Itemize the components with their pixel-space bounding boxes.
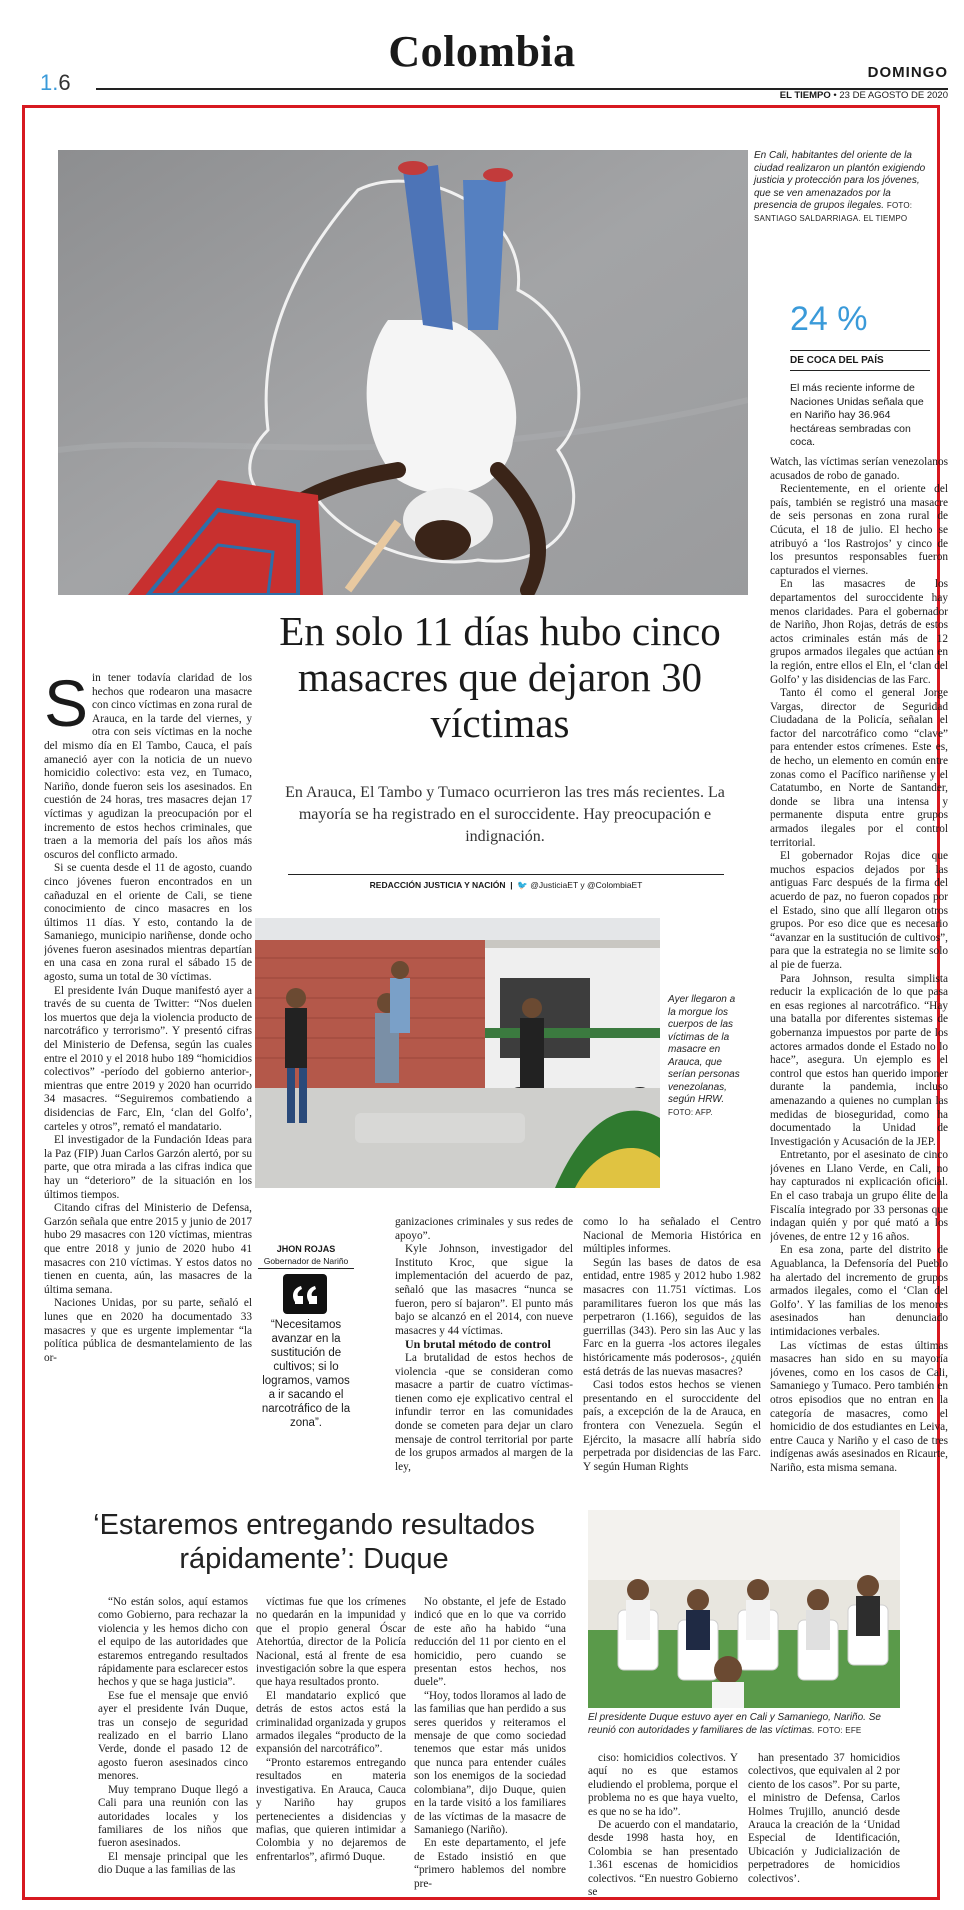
article-paragraph: Las víctimas de estas últimas masacres han sido en su mayoría jóvenes, como en los casos de Cali, Samaniego y Tumaco. Pero también en otros episodios que no entran en la categoría de masacres, como el homicidio de dos estudiantes en Leiva, entre Cauca y Nariño y el caso de tres indígenas awás asesinados en Ricaurte, Nariño, esta misma semana.	[770, 1339, 948, 1474]
main-photo-caption	[754, 150, 929, 225]
article-column-3	[583, 1216, 761, 1481]
article-paragraph: “Pronto estaremos entregando resultados en materia investigativa. En Arauca, Cauca y Nariño hay grupos pertenecientes a disidencias y mafias, que quieren intimidar a Colombia y no dejaremos de enfrentarlos”, afirmó Duque.	[256, 1756, 406, 1863]
main-photo-credit: FOTO: SANTIAGO SALDARRIAGA. EL TIEMPO	[754, 201, 913, 223]
page-number	[40, 70, 71, 96]
page-number-prefix: 1.	[40, 70, 59, 95]
issue-date: • 23 DE AGOSTO DE 2020	[833, 90, 948, 101]
article-column-4	[770, 456, 948, 1486]
article-paragraph: Recientemente, en el oriente del país, también se registró una masacre de seis personas en zona rural de Cúcuta, el 18 de julio. El hecho se atribuyó a ‘los Rastrojos’ y cinco de los presuntos responsables fueron capturados el viernes.	[770, 483, 948, 577]
morgue-photo-credit: FOTO: AFP.	[668, 1107, 713, 1117]
second-article-column-4	[588, 1752, 738, 1898]
meeting-photo-caption-text: El presidente Duque estuvo ayer en Cali y Samaniego, Nariño. Se reunió con autoridades y familiares de las víctimas.	[588, 1712, 881, 1736]
pull-quote-rule	[258, 1268, 354, 1269]
morgue-photo-caption	[668, 994, 743, 1119]
article-paragraph: como lo ha señalado el Centro Nacional de Memoria Histórica en múltiples informes.	[583, 1216, 761, 1256]
article-paragraph: El mandatario explicó que detrás de estos actos está la criminalidad organizada y grupos armados ilegales “producto de la expansión del narcotráfico”.	[256, 1689, 406, 1756]
pull-quote-name: JHON ROJAS	[276, 1244, 336, 1254]
pull-quote-text: “Necesitamos avanzar en la sustitución de cultivos; si lo logramos, vamos a ir sacando el narcotráfico de la zona”.	[261, 1319, 351, 1429]
main-photo-caption-text: En Cali, habitantes del oriente de la ciudad realizaron un plantón exigiendo justicia y protección para los jóvenes, que se ven amenazados por la presencia de grupos ilegales.	[754, 150, 926, 211]
article-paragraph: El presidente Iván Duque manifestó ayer a través de su cuenta de Twitter: “Nos duelen los muertos que deja la violencia producto de narcotráfico y terrorismo”. Y presentó cifras del Ministerio de Defensa, según las cuales entre el 2010 y el 2018 hubo 189 “homicidios colectivos” -período del gobierno anterior-, mientras que entre 2019 y 2020 han ocurrido 34 masacres. “Seguiremos combatiendo a disidencias de Farc, Eln, ‘clan del Golfo’, carteles y otros”, remató el mandatario.	[44, 984, 252, 1133]
article-paragraph: De acuerdo con el mandatario, desde 1998 hasta hoy, en Colombia se han presentado 1.361 escenas de homicidios colectivos. “En nuestro Gobierno se	[588, 1819, 738, 1898]
weekday: DOMINGO	[867, 64, 948, 81]
dateline	[780, 90, 948, 101]
article-paragraph: El investigador de la Fundación Ideas para la Paz (FIP) Juan Carlos Garzón alertó, por su parte, que otra mirada a las cifras indica que hay un “deterioro” de la situación en los últimos tiempos.	[44, 1134, 252, 1201]
article-paragraph: Kyle Johnson, investigador del Instituto Kroc, que sigue la implementación del acuerdo de paz, señaló que las masacres “nunca se fueron, pero sí bajaron”. El punto más bajo se alcanzó en el 2014, con nueve masacres y 44 víctimas.	[395, 1243, 573, 1337]
article-paragraph: han presentado 37 homicidios colectivos, que equivalen al 2 por ciento de los casos”. Por su parte, el ministro de Defensa, Carlos Holmes Trujillo, anunció desde Arauca la creación de la ‘Unidad Especial de Identificación, Ubicación y Judicialización de perpetradores de homicidios colectivos’.	[748, 1752, 900, 1885]
article-paragraph: in tener todavía claridad de los hechos que rodearon una masacre con cinco víctimas en zona rural de Arauca, en la tarde del viernes, y otra con seis víctimas en la noche del mismo día en El Tambo, Cauca, el país amaneció ayer con la noticia de un nuevo homicidio colectivo: esta vez, en Tumaco, Nariño, donde fueron seis los asesinados. En cuestión de 24 horas, tres masacres dejan 17 víctimas y agudizan la preocupación por el incremento de estos hechos criminales, que traen a la memoria del país los años más oscuros del conflicto armado.	[44, 672, 252, 861]
article-paragraph: En esa zona, parte del distrito de Aguablanca, la Defensoría del Pueblo ha alertado del incremento de grupos armados ilegales, como el ‘Clan del Golfo’. Y las familias de los menores asesinados han denunciado intimidaciones verbales.	[770, 1244, 948, 1338]
article-paragraph: El mensaje principal que les dio Duque a las familias de las	[98, 1850, 248, 1877]
second-article-column-5	[748, 1752, 900, 1898]
article-paragraph: Citando cifras del Ministerio de Defensa, Garzón señala que entre 2015 y junio de 2017 hubo 29 masacres con 120 víctimas, mientras que entre 2018 y junio de 2020 hubo 41 masacres con 210 víctimas. Y estos datos no tienen en cuenta, aún, las masacres de la última semana.	[44, 1202, 252, 1296]
page-number-suffix: 6	[58, 70, 71, 95]
article-paragraph: “Hoy, todos lloramos al lado de las familias que han perdido a sus seres queridos y reiteramos el mensaje de que como sociedad tenemos que estar más unidos que nunca para entender cuáles son los enemigos de la sociedad colombiana”, dijo Duque, quien en la tarde visitó a los familiares de las víctimas de la masacre de Samaniego (Nariño).	[414, 1689, 566, 1836]
morgue-photo-caption-text: Ayer llegaron a la morgue los cuerpos de las víctimas de la masacre en Arauca, que serían personas venezolanas, según HRW.	[668, 994, 740, 1105]
article-paragraph: “No están solos, aquí estamos como Gobierno, para rechazar la violencia y les hemos dicho con el equipo de las autoridades que estaremos entregando resultados rápidamente para esclarecer estos hechos y que se haga justicia”.	[98, 1596, 248, 1689]
byline-rule	[288, 874, 724, 875]
article-subtitle: Un brutal método de control	[405, 1337, 551, 1352]
article-paragraph: El gobernador Rojas dice que muchos espacios dejados por las antiguas Farc después de la firma del acuerdo de paz, no fueron copados por el Estado, sino que allí llegaron otros grupos. Por eso dice que es necesario “avanzar en la sustitución de cultivos”, para que la estrategia no se limite solo al pie de fuerza.	[770, 850, 948, 971]
drop-cap: S	[44, 672, 89, 740]
article-paragraph: Entretanto, por el asesinato de cinco jóvenes en Llano Verde, en Cali, no hay capturados ni explicación oficial. En el caso trabaja un grupo élite de la Fiscalía integrado por 33 personas que indagan quién y por qué mató a los jóvenes, de entre 12 y 16 años.	[770, 1149, 948, 1243]
article-paragraph: La brutalidad de estos hechos de violencia -que se consideran como masacre a partir de cuatro víctimas- tienen como eje explicativo central el infundir terror en las comunidades donde se cometen para dejar un claro mensaje de control territorial por parte de los grupos armados al margen de la ley,	[395, 1351, 573, 1473]
article-paragraph: ciso: homicidios colectivos. Y aquí no es que estamos eludiendo el problema, porque el problema no es que haya vuelto, es que no se ha ido”.	[588, 1752, 738, 1818]
meeting-photo-credit: FOTO: EFE	[817, 1725, 862, 1735]
article-paragraph: Watch, las víctimas serían venezolanos acusados de robo de ganado.	[770, 456, 948, 482]
stat-value: 24 %	[790, 300, 868, 338]
second-article-column-2	[256, 1596, 406, 1896]
pull-quote-role: Gobernador de Nariño	[263, 1256, 349, 1266]
brand-name: EL TIEMPO	[779, 90, 831, 101]
quote-mark-icon	[283, 1274, 327, 1314]
article-column-1	[44, 672, 252, 1480]
article-paragraph: Si se cuenta desde el 11 de agosto, cuando cinco jóvenes fueron encontrados en un cañaduzal en el oriente de Cali, se tiene conocimiento de cinco masacres en los últimos 11 días. Y esto, contando la de Samaniego, municipio nariñense, donde ocho jóvenes fueron asesinados mientras departían en una casa en zona rural el sábado 15 de agosto, suma un total de 30 víctimas.	[44, 862, 252, 984]
second-article-headline: ‘Estaremos entregando resultados rápidamente’: Duque	[93, 1509, 535, 1575]
stat-label: DE COCA DEL PAÍS	[790, 350, 930, 371]
meeting-photo	[588, 1510, 900, 1708]
article-paragraph: En las masacres de los departamentos del suroccidente hay menos claridades. Para el gobernador de Nariño, Jhon Rojas, detrás de estos actos criminales están más de 12 grupos armados ilegales que actúan en la región, entre ellos el Eln, el ‘clan del Golfo’ y las disidencias de las Farc.	[770, 578, 948, 686]
byline: REDACCIÓN JUSTICIA Y NACIÓN | 🐦 @JusticiaET y @ColombiaET	[369, 880, 643, 890]
article-paragraph: No obstante, el jefe de Estado indicó que en lo que va corrido de este año ha habido “una reducción del 11 por ciento en el homicidio, pero cuando se presentan estos hechos, nos duele”.	[414, 1596, 566, 1689]
article-headline: En solo 11 días hubo cinco masacres que dejaron 30 víctimas	[279, 608, 721, 746]
main-photo-illustration	[58, 150, 748, 595]
article-paragraph: Ese fue el mensaje que envió ayer el presidente Iván Duque, tras un consejo de seguridad realizado en el barrio Llano Verde, donde el pasado 12 de agosto fueron asesinados cinco menores.	[98, 1689, 248, 1783]
article-paragraph: ganizaciones criminales y sus redes de apoyo”.	[395, 1216, 573, 1242]
article-paragraph: Muy temprano Duque llegó a Cali para una reunión con las autoridades locales y los familiares de los niños que fueron asesinados.	[98, 1783, 248, 1850]
stat-text: El más reciente informe de Naciones Unidas señala que en Nariño hay 36.964 hectáreas sembradas con coca.	[790, 382, 924, 448]
second-article-column-1	[98, 1596, 248, 1896]
second-article-column-3	[414, 1596, 566, 1896]
meeting-photo-caption	[588, 1712, 900, 1737]
twitter-handles: @JusticiaET y @ColombiaET	[530, 880, 643, 890]
article-paragraph: Naciones Unidas, por su parte, señaló el lunes que en 2020 ha documentado 33 masacres y que es urgente implementar “la política pública de desmantelamiento de las or-	[44, 1297, 252, 1364]
morgue-photo-illustration	[255, 918, 660, 1188]
main-photo	[58, 150, 748, 595]
article-paragraph: En este departamento, el jefe de Estado insistió en que “primero hablemos del nombre pre-	[414, 1837, 566, 1890]
article-paragraph: Para Johnson, resulta simplista reducir la explicación de lo que pasa en esas regiones al narcotráfico. “Hay una batalla por diferentes sistemas de gobernanza impuestos por parte de los actores armados donde el Estado no lo hace”, asegura. Un ejemplo es el control que estos han querido imponer durante la pandemia, incluso amenazando a quienes no cumplan las medidas de bioseguridad, como ha documentado la Unidad de Investigación y Acusación de la JEP.	[770, 972, 948, 1148]
article-paragraph: víctimas fue que los crímenes no quedarán en la impunidad y que el propio general Óscar Atehortúa, director de la Policía Nacional, está al frente de esa investigación sobre la que espera que haya resultados pronto.	[256, 1596, 406, 1689]
twitter-icon: 🐦	[517, 880, 528, 890]
section-title: Colombia	[388, 27, 576, 76]
byline-desk: REDACCIÓN JUSTICIA Y NACIÓN	[369, 880, 506, 890]
meeting-photo-illustration	[588, 1510, 900, 1708]
morgue-photo	[255, 918, 660, 1188]
article-subhead: En Arauca, El Tambo y Tumaco ocurrieron las tres más recientes. La mayoría se ha registrado en el suroccidente. Hay preocupación e indignación.	[285, 784, 725, 845]
article-paragraph: Según las bases de datos de esa entidad, entre 1985 y 2012 hubo 1.982 masacres con 11.751 víctimas. Los paramilitares fueron los que más las perpetraron (1.166), seguidos de las guerrillas (343). Pero sin las Auc y las Farc en la guerra -los actores ilegales históricamente más poderosos-, ¿quién está detrás de las nuevas masacres?	[583, 1256, 761, 1378]
article-paragraph: Tanto él como el general Jorge Vargas, director de Seguridad Ciudadana de la Policía, señalan el factor del narcotráfico como “clave” para entender estos crímenes. Este es, de hecho, un elemento en común entre zonas como el Pacífico nariñense y el Catatumbo, en Norte de Santander, donde se libra una intensa y permanente disputa entre grupos armados ilegales por el control territorial.	[770, 687, 948, 849]
article-paragraph: Casi todos estos hechos se vienen presentando en el suroccidente del país, a excepción de la de Arauca, en frontera con Venezuela. Según el Ejército, la masacre allí habría sido perpetrada por disidencias de las Farc. Y según Human Rights	[583, 1379, 761, 1473]
article-column-2	[395, 1216, 573, 1481]
